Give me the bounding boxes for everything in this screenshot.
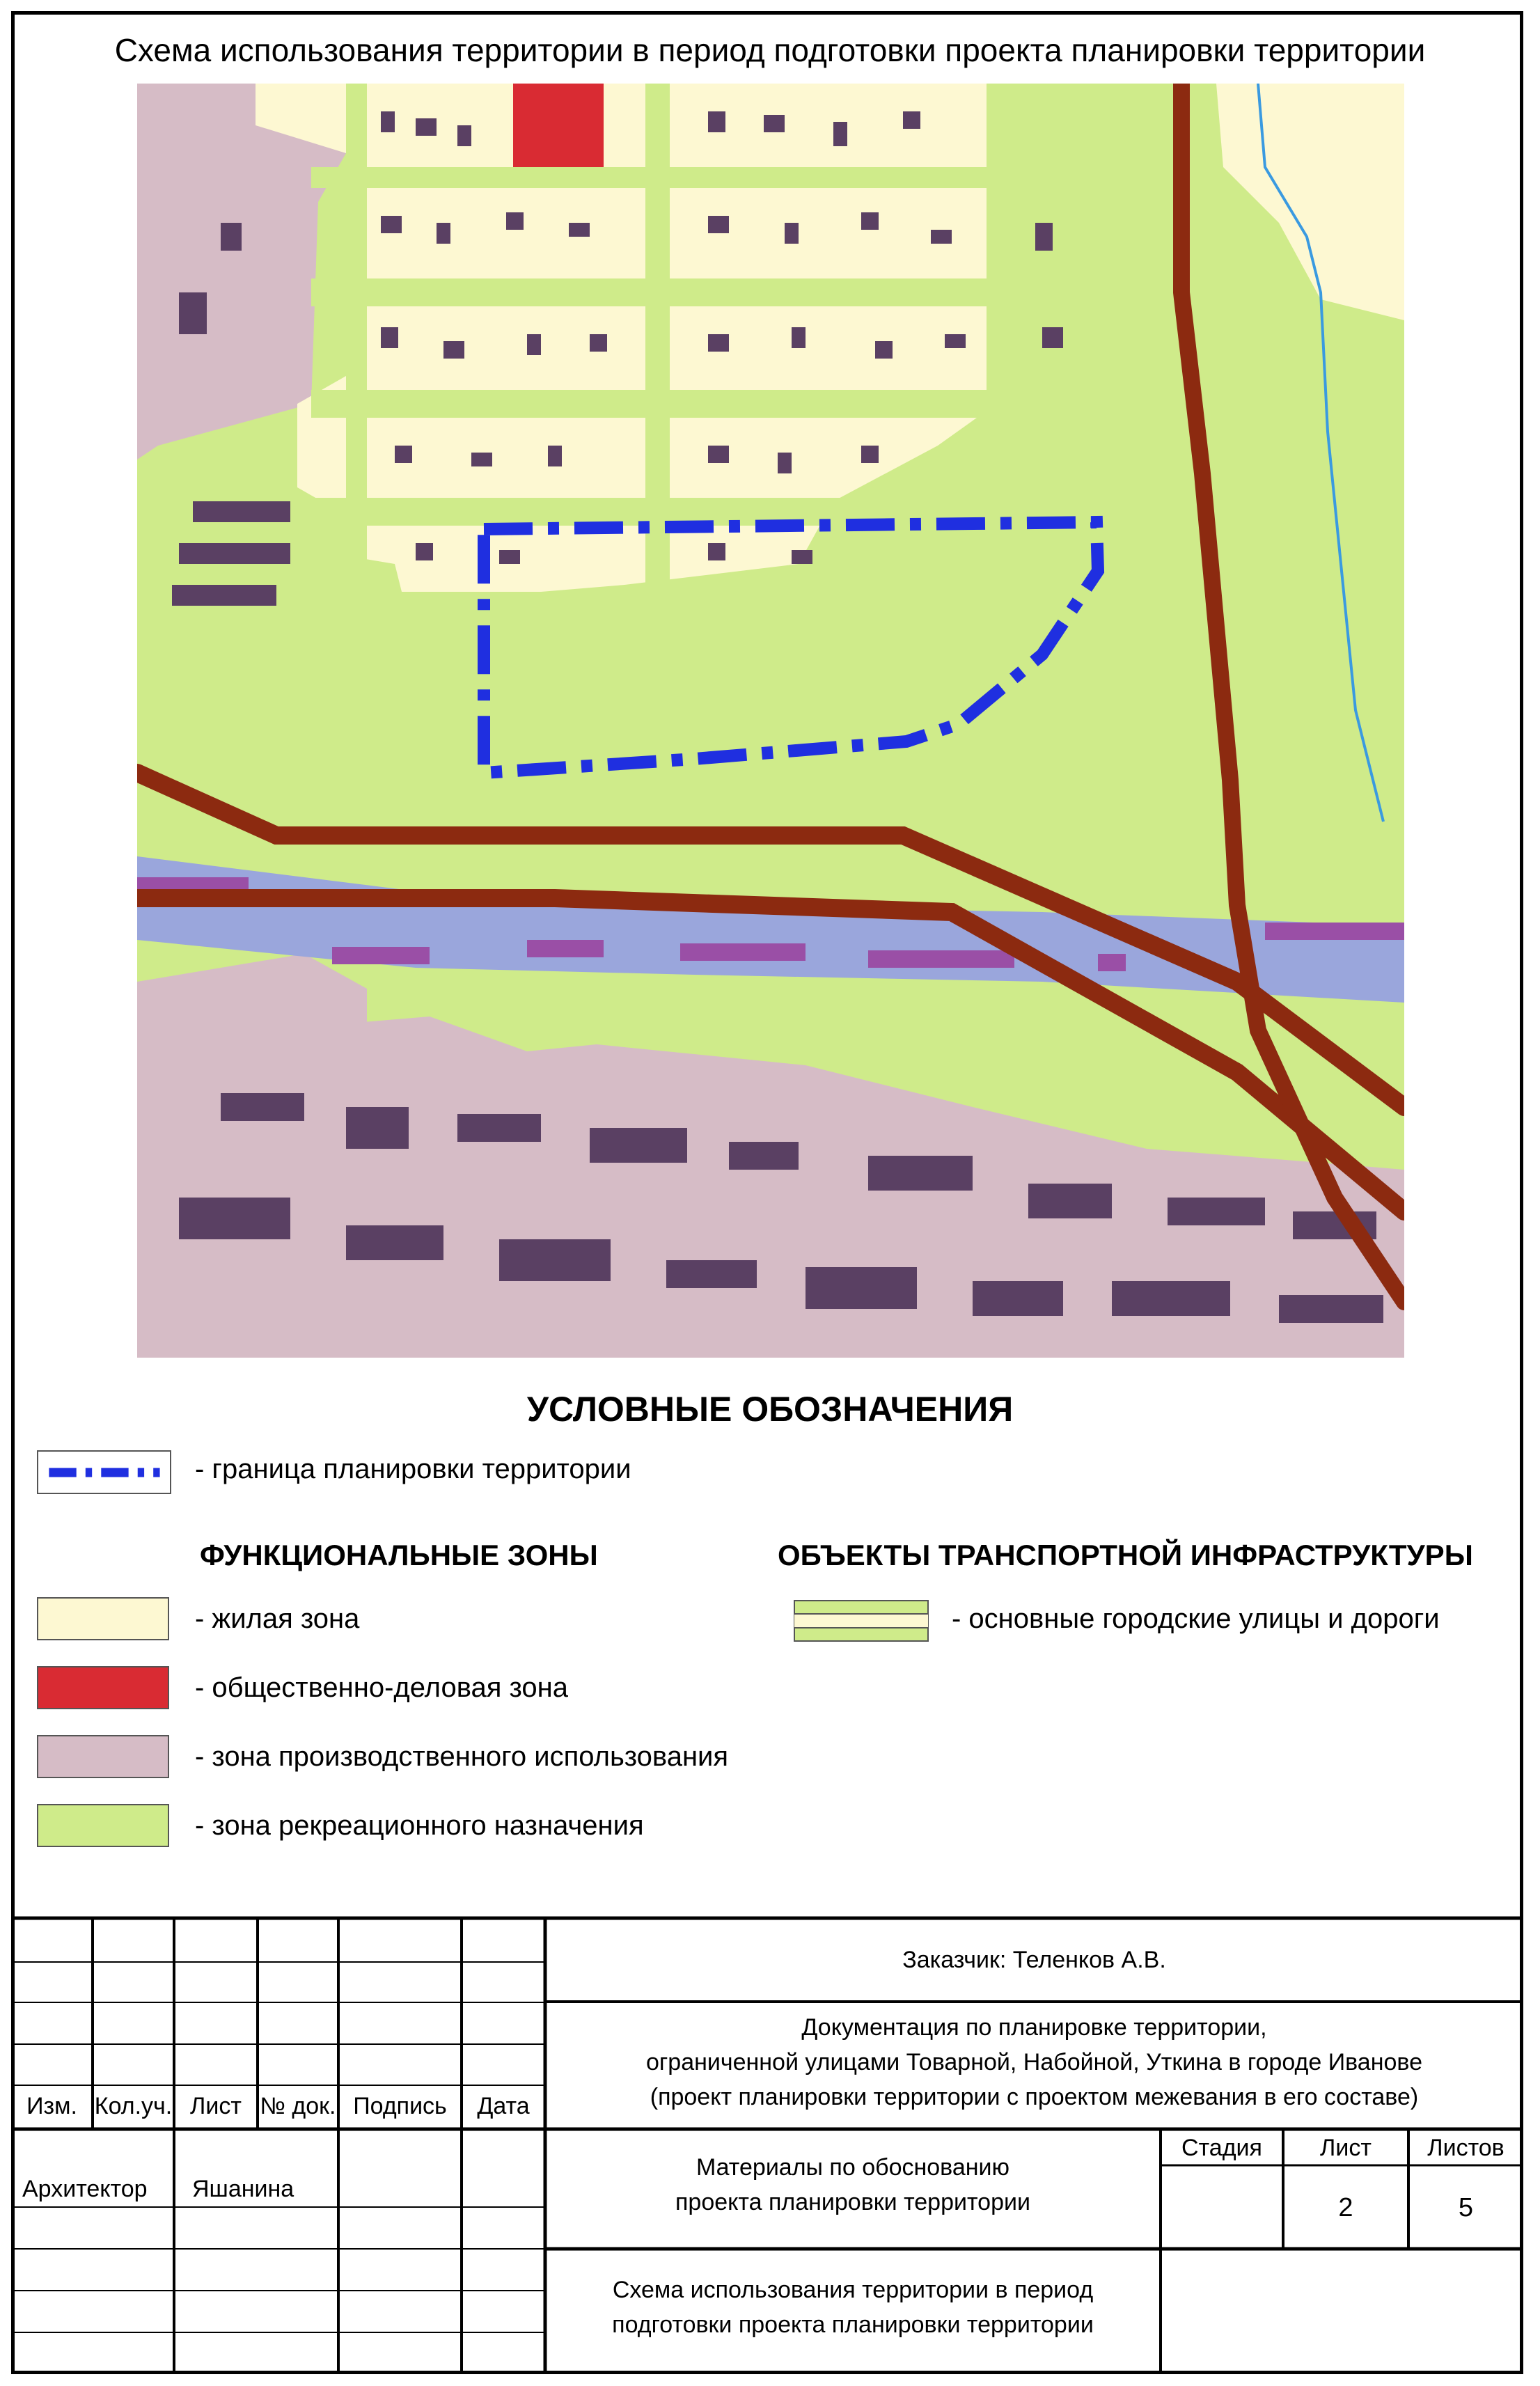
stamp-stage-label: Стадия <box>1181 2135 1262 2161</box>
territory-map <box>137 84 1404 1358</box>
stamp-role: Архитектор <box>22 2176 148 2202</box>
legend-roads-label: - основные городские улицы и дороги <box>952 1603 1440 1634</box>
legend-transport-title: ОБЪЕКТЫ ТРАНСПОРТНОЙ ИНФРАСТРУКТУРЫ <box>778 1539 1473 1571</box>
stamp-header-sheet: Лист <box>190 2093 242 2119</box>
public-business-zone <box>513 84 604 174</box>
stamp-drawing-title-line-2: подготовки проекта планировки территории <box>612 2312 1094 2338</box>
stamp-section-line-1: Материалы по обоснованию <box>696 2154 1010 2181</box>
stamp-header-docnum: № док. <box>260 2093 336 2119</box>
legend-industrial-swatch <box>37 1735 169 1778</box>
stamp-header-change: Изм. <box>26 2093 77 2119</box>
stamp-section-line-2: проекта планировки территории <box>675 2189 1030 2215</box>
stamp-sheet-value: 2 <box>1338 2193 1353 2222</box>
stamp-sheets-label: Листов <box>1427 2135 1504 2161</box>
stamp-drawing-title-line-1: Схема использования территории в период <box>612 2277 1094 2303</box>
legend-public-business-label: - общественно-деловая зона <box>195 1672 568 1703</box>
legend-recreational-swatch <box>37 1804 169 1847</box>
page-title: Схема использования территории в период подготовки проекта планировки территории <box>114 32 1426 68</box>
legend-boundary-label: - граница планировки территории <box>195 1454 631 1484</box>
legend-public-business-swatch <box>37 1666 169 1709</box>
stamp-person: Яшанина <box>192 2176 294 2202</box>
legend-title: УСЛОВНЫЕ ОБОЗНАЧЕНИЯ <box>526 1390 1014 1429</box>
legend-boundary-swatch <box>37 1450 171 1494</box>
legend-industrial-label: - зона производственного использования <box>195 1741 729 1772</box>
legend-zones-title: ФУНКЦИОНАЛЬНЫЕ ЗОНЫ <box>200 1539 598 1571</box>
stamp-header-count: Кол.уч. <box>94 2093 173 2119</box>
stamp-sheets-value: 5 <box>1458 2193 1474 2222</box>
legend-residential-swatch <box>37 1597 169 1640</box>
stamp-customer: Заказчик: Теленков А.В. <box>902 1947 1166 1973</box>
stamp-document-line-1: Документация по планировке территории, <box>801 2014 1267 2041</box>
stamp-header-signature: Подпись <box>353 2093 447 2119</box>
stamp-document-line-2: ограниченной улицами Товарной, Набойной, Уткина в городе Иванове <box>645 2049 1422 2075</box>
legend-recreational-label: - зона рекреационного назначения <box>195 1810 644 1841</box>
stamp-sheet-label: Лист <box>1320 2135 1372 2161</box>
stamp-document-line-3: (проект планировки территории с проектом межевания в его составе) <box>650 2084 1419 2110</box>
legend-residential-label: - жилая зона <box>195 1603 360 1634</box>
legend-roads-swatch <box>794 1600 929 1642</box>
stamp-header-date: Дата <box>477 2093 530 2119</box>
